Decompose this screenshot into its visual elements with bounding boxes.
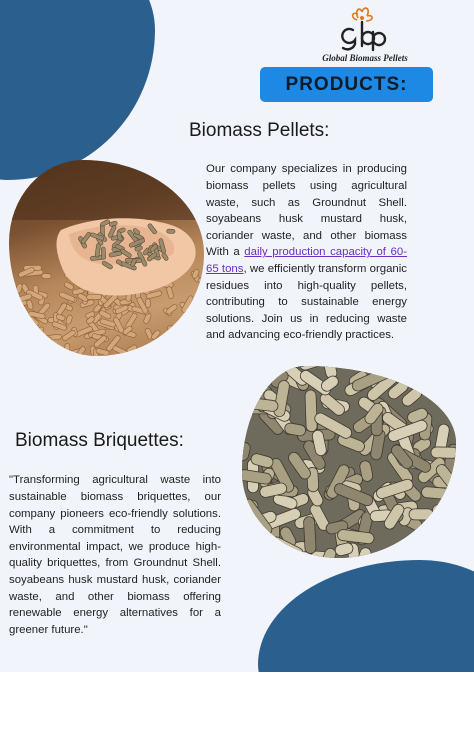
pellets-text-after: , we efficiently transform organic residues into high-quality pellets, contributing to sustainable energy solutions. Join us in reducing waste and advancing eco-friendly practices. bbox=[206, 262, 407, 342]
pellet-texture bbox=[440, 526, 456, 558]
pellet-texture bbox=[242, 366, 251, 372]
pellet-texture bbox=[14, 293, 20, 307]
pellet-texture bbox=[242, 366, 256, 374]
pellet-texture bbox=[126, 344, 138, 354]
pellet-texture bbox=[191, 316, 199, 326]
pellet-texture bbox=[433, 515, 447, 544]
pellet-texture bbox=[45, 352, 56, 356]
pellet-texture bbox=[9, 281, 14, 297]
briquettes-description: "Transforming agricultural waste into sustainable biomass briquettes, our company pioneers eco-friendly solutions. With a commitment to reducing environmental impact, we produce high-quality briquettes, from Groundnut Shell. soyabeans husk mustard husk, coriander waste, and other biomass offering renewable energy alternatives for a greener future." bbox=[9, 474, 221, 636]
pellet-texture bbox=[250, 533, 273, 558]
pellet-texture bbox=[181, 321, 192, 330]
pellet-texture bbox=[64, 352, 74, 356]
capacity-link[interactable]: daily production capacity of 60-65 tons bbox=[206, 246, 408, 275]
pellet-texture bbox=[392, 550, 424, 558]
pellets-heading: Biomass Pellets: bbox=[189, 120, 330, 141]
pellet-texture bbox=[162, 336, 171, 353]
logo-tagline: Global Biomass Pellets bbox=[322, 53, 408, 63]
pellets-description bbox=[206, 161, 407, 344]
pellet-texture bbox=[164, 337, 170, 352]
pellet-texture bbox=[412, 366, 425, 389]
pellet-texture bbox=[135, 349, 147, 356]
pellet-texture bbox=[26, 300, 33, 311]
pellet-texture bbox=[442, 388, 456, 412]
pellet-texture bbox=[9, 318, 15, 334]
pellet-texture bbox=[167, 229, 176, 233]
pellet-texture bbox=[101, 247, 106, 260]
pellet-texture bbox=[375, 554, 405, 558]
pellet-texture bbox=[192, 325, 202, 338]
pellet-texture bbox=[305, 390, 317, 432]
pellet-texture bbox=[63, 281, 74, 290]
pellet-texture bbox=[418, 379, 445, 395]
pellet-texture bbox=[198, 277, 204, 286]
pellet-texture bbox=[20, 330, 35, 337]
pellet-texture bbox=[242, 402, 248, 424]
pellet-texture bbox=[159, 333, 175, 342]
pellet-texture bbox=[138, 346, 148, 356]
pellet-texture bbox=[250, 538, 266, 558]
pellet-texture bbox=[33, 340, 42, 356]
pellet-texture bbox=[431, 447, 456, 458]
pellet-texture bbox=[303, 516, 316, 553]
pellets-text-before: Our company specializes in producing biomass pellets using agricultural waste, such as Groundnut Shell. soyabeans husk mustard husk, coriander waste, and other biomass With a bbox=[206, 163, 407, 259]
pellet-texture bbox=[65, 314, 73, 324]
pellet-texture bbox=[429, 525, 450, 537]
hands-holding-pellets-image bbox=[9, 160, 204, 356]
bottom-right-decorative-blob bbox=[258, 560, 474, 672]
pellet-texture bbox=[49, 355, 58, 356]
pellet-texture bbox=[9, 297, 19, 303]
products-button[interactable]: PRODUCTS: bbox=[260, 67, 433, 102]
pellet-texture bbox=[178, 345, 190, 356]
pellet-texture bbox=[166, 286, 174, 299]
pellet-texture bbox=[174, 323, 188, 340]
pellet-texture bbox=[242, 374, 257, 400]
pellet-texture bbox=[23, 349, 33, 356]
pellet-texture bbox=[422, 368, 454, 388]
top-left-decorative-blob bbox=[0, 0, 155, 180]
pellet-texture bbox=[409, 509, 433, 520]
pellet-texture bbox=[87, 294, 102, 299]
pellet-texture bbox=[438, 557, 456, 558]
briquettes-pile-image bbox=[242, 366, 456, 558]
pellet-texture bbox=[34, 326, 45, 337]
pellet-texture bbox=[430, 524, 443, 545]
pellet-texture bbox=[438, 525, 456, 555]
pellet-texture bbox=[52, 350, 66, 356]
pellet-texture bbox=[64, 343, 69, 356]
pellet-texture bbox=[9, 292, 17, 303]
pellet-texture bbox=[42, 273, 52, 278]
pellet-texture bbox=[171, 327, 183, 339]
gbp-flower-icon bbox=[300, 4, 430, 54]
pellet-texture bbox=[15, 342, 32, 356]
pellet-texture bbox=[9, 298, 19, 303]
pellet-texture bbox=[15, 283, 22, 293]
pellet-texture bbox=[194, 342, 204, 356]
pellet-texture bbox=[16, 341, 36, 352]
pellet-texture bbox=[415, 368, 452, 391]
pellet-texture bbox=[195, 350, 204, 356]
pellet-texture bbox=[30, 341, 46, 356]
pellet-texture bbox=[9, 305, 18, 322]
pellet-texture bbox=[9, 314, 23, 319]
pellet-texture bbox=[108, 355, 117, 356]
pellet-texture bbox=[43, 334, 61, 341]
briquettes-heading: Biomass Briquettes: bbox=[15, 430, 184, 451]
pellet-texture bbox=[167, 325, 182, 332]
pellet-texture bbox=[169, 350, 182, 356]
company-logo bbox=[300, 4, 430, 64]
